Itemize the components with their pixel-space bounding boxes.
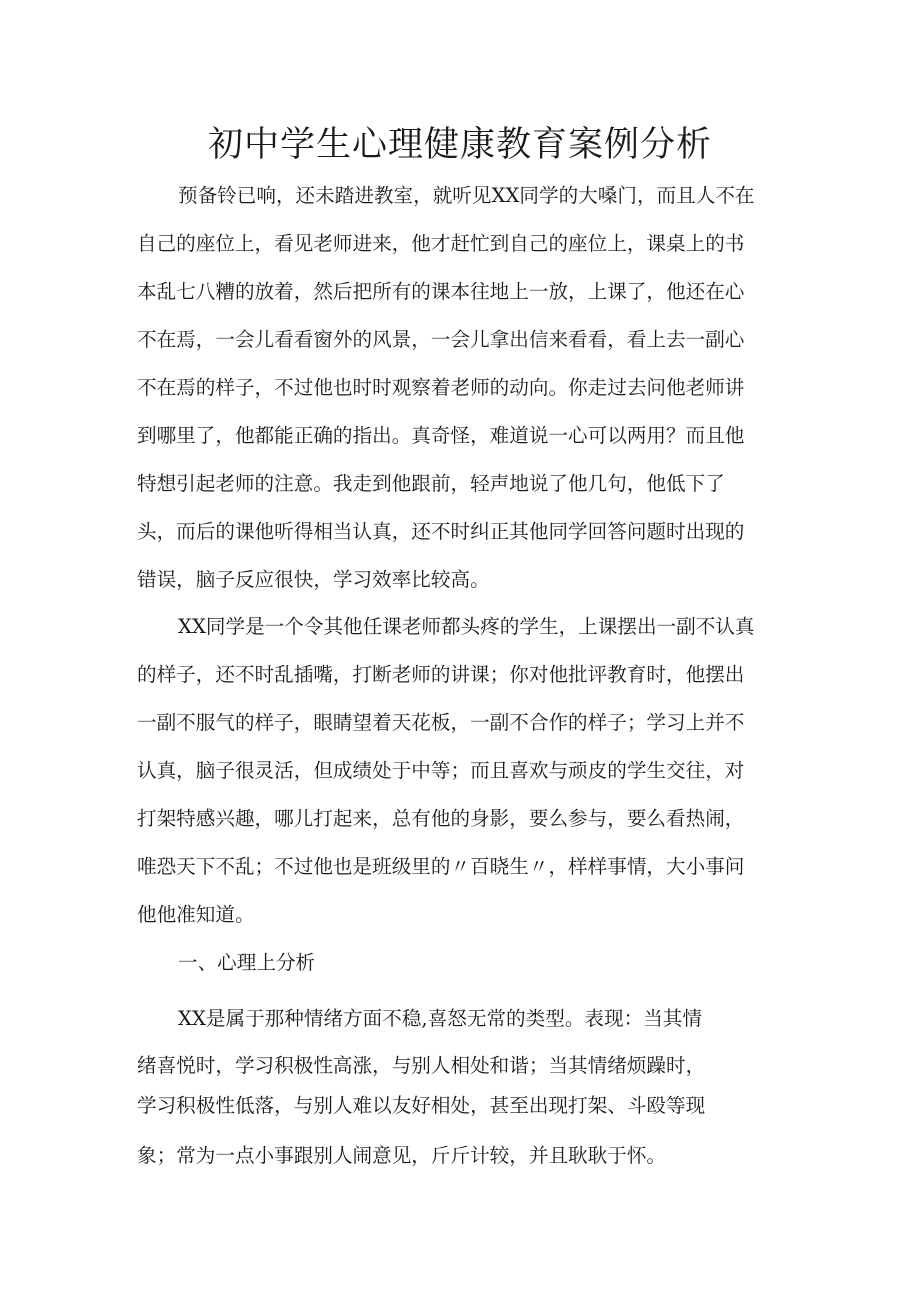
paragraph-1-line: 不在焉，一会儿看看窗外的风景，一会儿拿出信来看看，看上去一副心 [137,328,745,351]
paragraph-2-line: 打架特感兴趣，哪儿打起来，总有他的身影，要么参与，要么看热闹， [137,807,745,830]
paragraph-2-line: 一副不服气的样子，眼睛望着天花板，一副不合作的样子；学习上并不 [137,711,745,734]
document-title: 初中学生心理健康教育案例分析 [207,125,712,165]
paragraph-2-line: 他他准知道。 [137,903,255,926]
paragraph-2-line: 唯恐天下不乱；不过他也是班级里的〃百晓生〃，样样事情，大小事问 [137,855,745,878]
paragraph-1-line: 错误，脑子反应很快，学习效率比较高。 [137,568,490,591]
paragraph-1-line: 自己的座位上，看见老师进来，他才赶忙到自己的座位上，课桌上的书 [137,232,745,255]
paragraph-3-line: 学习积极性低落，与别人难以友好相处，甚至出现打架、斗殴等现 [137,1094,706,1117]
paragraph-3-line: 绪喜悦时，学习积极性高涨，与别人相处和谐；当其情绪烦躁时， [137,1054,706,1077]
paragraph-1-line: 预备铃已响，还未踏进教室，就听见XX同学的大嗓门，而且人不在 [178,184,755,207]
paragraph-2-line: XX同学是一个令其他任课老师都头疼的学生，上课摆出一副不认真 [178,615,755,638]
paragraph-2-line: 的样子，还不时乱插嘴，打断老师的讲课；你对他批评教育时，他摆出 [137,663,745,686]
paragraph-1-line: 特想引起老师的注意。我走到他跟前，轻声地说了他几句，他低下了 [137,472,725,495]
paragraph-2-line: 认真，脑子很灵活，但成绩处于中等；而且喜欢与顽皮的学生交往，对 [137,759,745,782]
paragraph-1-line: 头，而后的课他听得相当认真，还不时纠正其他同学回答问题时出现的 [137,520,745,543]
paragraph-3-line: 象；常为一点小事跟别人闹意见，斤斤计较，并且耿耿于怀。 [137,1144,667,1167]
paragraph-1-line: 到哪里了，他都能正确的指出。真奇怪，难道说一心可以两用？而且他 [137,424,745,447]
paragraph-1-line: 不在焉的样子，不过他也时时观察着老师的动向。你走过去问他老师讲 [137,376,745,399]
section-heading: 一、心理上分析 [178,951,316,974]
paragraph-3-line: XX是属于那种情绪方面不稳,喜怒无常的类型。表现：当其情 [178,1007,702,1030]
paragraph-1-line: 本乱七八糟的放着，然后把所有的课本往地上一放，上课了，他还在心 [137,280,745,303]
